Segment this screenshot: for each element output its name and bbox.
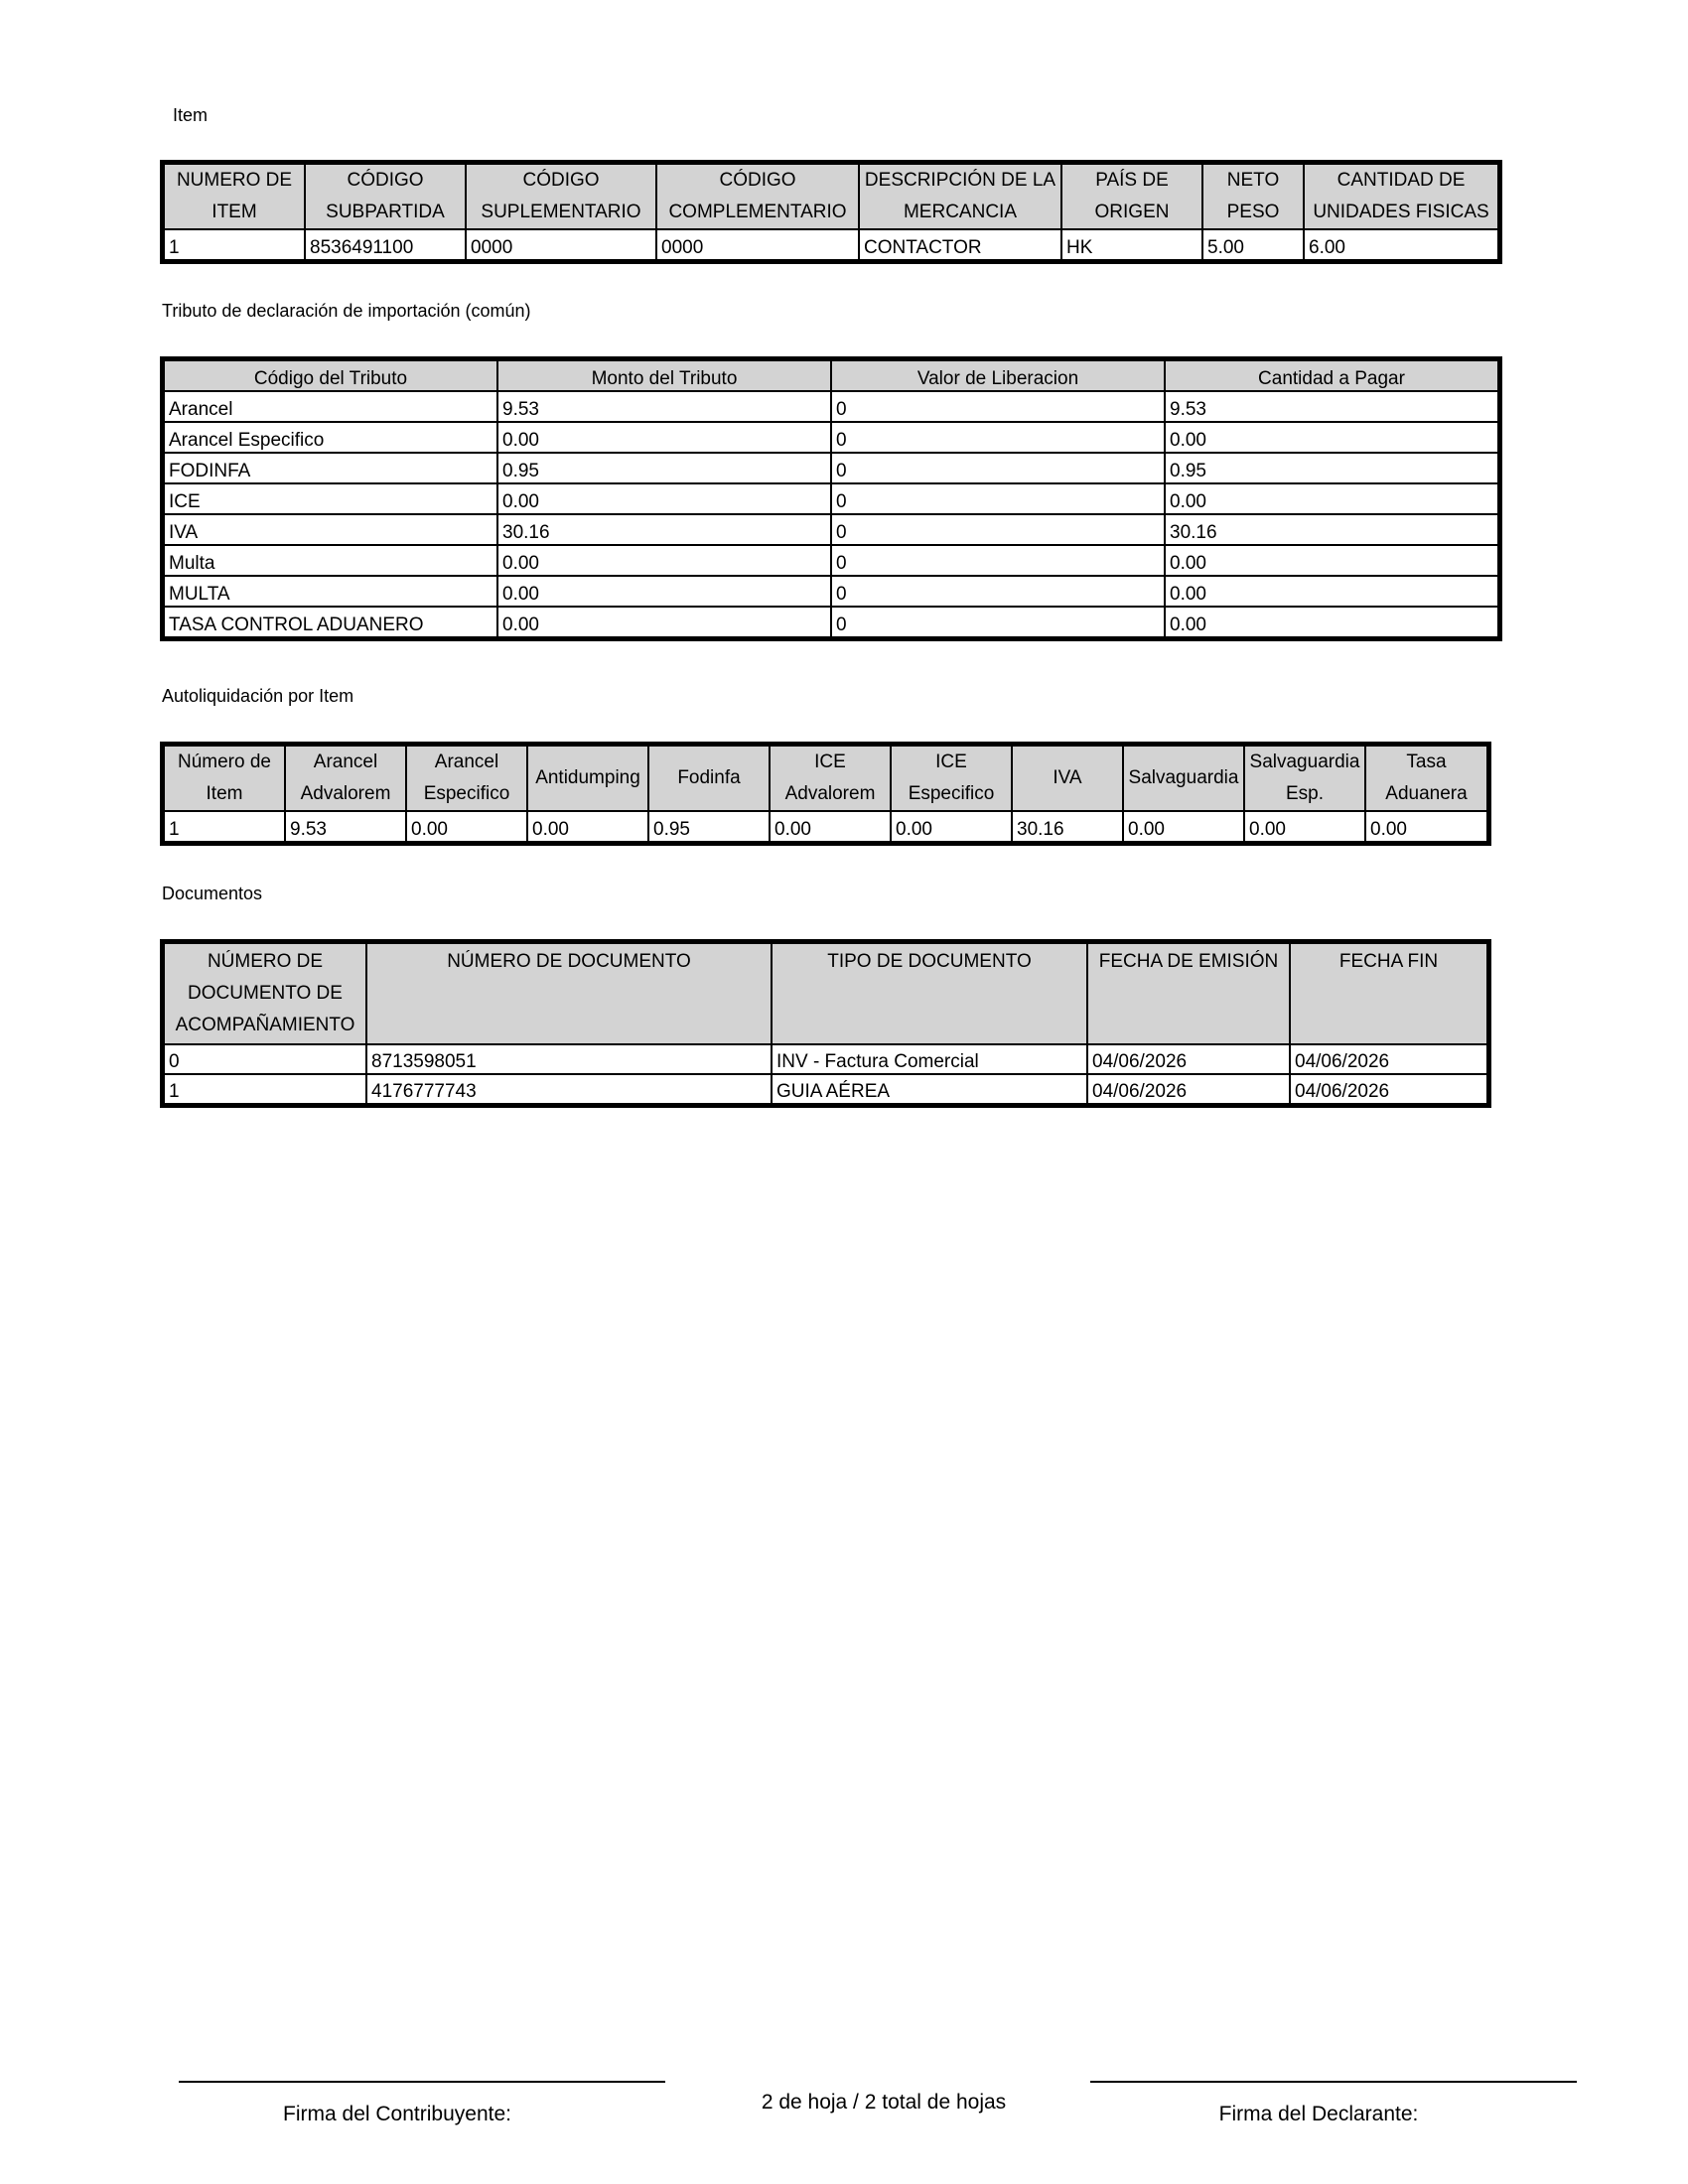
tributo-cell: 0.00: [497, 545, 831, 576]
item-header-cell: CÓDIGO SUBPARTIDA: [305, 164, 466, 229]
tributo-cell: Arancel Especifico: [164, 422, 497, 453]
documentos-header-cell: FECHA FIN: [1290, 943, 1487, 1044]
autoliquidacion-cell: 1: [164, 811, 285, 842]
autoliquidacion-cell: 0.00: [527, 811, 648, 842]
item-section-title: Item: [173, 105, 209, 125]
documentos-cell: 8713598051: [366, 1044, 772, 1074]
documentos-section-title: Documentos: [162, 884, 263, 903]
tributo-table-body: [164, 391, 1498, 637]
tributo-cell: 0.00: [1165, 576, 1498, 607]
documentos-cell: 4176777743: [366, 1074, 772, 1104]
tributo-header-cell: Valor de Liberacion: [831, 360, 1165, 391]
autoliquidacion-cell: 0.00: [891, 811, 1012, 842]
tributo-table: [163, 359, 1499, 638]
documentos-cell: GUIA AÉREA: [772, 1074, 1087, 1104]
item-header-cell: PAÍS DE ORIGEN: [1061, 164, 1202, 229]
tributo-cell: TASA CONTROL ADUANERO: [164, 607, 497, 637]
documentos-header-cell: NÚMERO DE DOCUMENTO DE ACOMPAÑAMIENTO: [164, 943, 366, 1044]
documentos-cell: 04/06/2026: [1290, 1044, 1487, 1074]
signature-line-left: [179, 2081, 665, 2083]
autoliquidacion-header-cell: Salvaguardia: [1123, 746, 1244, 811]
tributo-cell: Multa: [164, 545, 497, 576]
documentos-header-cell: NÚMERO DE DOCUMENTO: [366, 943, 772, 1044]
autoliquidacion-cell: 0.00: [770, 811, 891, 842]
signature-label-left: Firma del Contribuyente:: [283, 2103, 511, 2125]
signature-line-right: [1090, 2081, 1577, 2083]
autoliquidacion-header-cell: Fodinfa: [648, 746, 770, 811]
tributo-table-row: [164, 514, 1498, 545]
tributo-cell: 0.00: [1165, 422, 1498, 453]
tributo-cell: 0: [831, 514, 1165, 545]
autoliquidacion-header-cell: ICE Advalorem: [770, 746, 891, 811]
autoliquidacion-cell: 0.00: [1123, 811, 1244, 842]
tributo-cell: 0: [831, 483, 1165, 514]
documentos-cell: 1: [164, 1074, 366, 1104]
item-table-row: [164, 229, 1498, 260]
autoliquidacion-table-body: [164, 811, 1487, 842]
tributo-cell: ICE: [164, 483, 497, 514]
autoliquidacion-cell: 0.00: [1244, 811, 1365, 842]
tributo-cell: 0.00: [1165, 483, 1498, 514]
item-table: [163, 163, 1499, 261]
item-cell: 8536491100: [305, 229, 466, 260]
tributo-header-cell: Cantidad a Pagar: [1165, 360, 1498, 391]
documentos-table-body: [164, 1044, 1487, 1104]
autoliquidacion-header-cell: Arancel Especifico: [406, 746, 527, 811]
item-header-row: [164, 164, 1498, 229]
item-cell: 6.00: [1304, 229, 1498, 260]
item-table-body: [164, 229, 1498, 260]
tributo-cell: 30.16: [1165, 514, 1498, 545]
documentos-cell: 04/06/2026: [1087, 1044, 1290, 1074]
item-cell: 5.00: [1202, 229, 1304, 260]
tributo-cell: 0: [831, 576, 1165, 607]
documentos-header-cell: TIPO DE DOCUMENTO: [772, 943, 1087, 1044]
autoliquidacion-header-cell: Antidumping: [527, 746, 648, 811]
tributo-cell: 0: [831, 391, 1165, 422]
tributo-table-row: [164, 607, 1498, 637]
signature-label-right: Firma del Declarante:: [1218, 2103, 1419, 2125]
tributo-cell: MULTA: [164, 576, 497, 607]
tributo-cell: 0.95: [1165, 453, 1498, 483]
tributo-cell: 0.00: [1165, 545, 1498, 576]
documentos-cell: INV - Factura Comercial: [772, 1044, 1087, 1074]
item-header-cell: CANTIDAD DE UNIDADES FISICAS: [1304, 164, 1498, 229]
autoliquidacion-table-row: [164, 811, 1487, 842]
documentos-header-cell: FECHA DE EMISIÓN: [1087, 943, 1290, 1044]
tributo-cell: Arancel: [164, 391, 497, 422]
tributo-table-row: [164, 483, 1498, 514]
item-cell: CONTACTOR: [859, 229, 1061, 260]
tributo-cell: 0: [831, 607, 1165, 637]
autoliquidacion-header-cell: Tasa Aduanera: [1365, 746, 1487, 811]
item-cell: 0000: [656, 229, 859, 260]
page-info: 2 de hoja / 2 total de hojas: [761, 2091, 1007, 2114]
item-header-cell: DESCRIPCIÓN DE LA MERCANCIA: [859, 164, 1061, 229]
item-header-cell: CÓDIGO SUPLEMENTARIO: [466, 164, 656, 229]
tributo-header-row: [164, 360, 1498, 391]
tributo-cell: 30.16: [497, 514, 831, 545]
item-header-cell: NETO PESO: [1202, 164, 1304, 229]
documentos-cell: 04/06/2026: [1087, 1074, 1290, 1104]
autoliquidacion-header-row: [164, 746, 1487, 811]
tributo-cell: IVA: [164, 514, 497, 545]
autoliquidacion-section-title: Autoliquidación por Item: [162, 686, 354, 706]
tributo-cell: 9.53: [497, 391, 831, 422]
autoliquidacion-table: [163, 745, 1488, 843]
tributo-cell: 0.00: [1165, 607, 1498, 637]
item-cell: HK: [1061, 229, 1202, 260]
documentos-table-row: [164, 1074, 1487, 1104]
documentos-cell: 0: [164, 1044, 366, 1074]
tributo-section-title: Tributo de declaración de importación (común): [162, 301, 531, 321]
documentos-cell: 04/06/2026: [1290, 1074, 1487, 1104]
autoliquidacion-header-cell: Salvaguardia Esp.: [1244, 746, 1365, 811]
autoliquidacion-cell: 0.95: [648, 811, 770, 842]
tributo-cell: 0: [831, 422, 1165, 453]
tributo-cell: 0.00: [497, 576, 831, 607]
tributo-cell: 0: [831, 545, 1165, 576]
autoliquidacion-cell: 0.00: [1365, 811, 1487, 842]
tributo-cell: 0.00: [497, 483, 831, 514]
tributo-header-cell: Monto del Tributo: [497, 360, 831, 391]
autoliquidacion-header-cell: Número de Item: [164, 746, 285, 811]
tributo-table-row: [164, 453, 1498, 483]
item-cell: 1: [164, 229, 305, 260]
tributo-cell: 0.00: [497, 607, 831, 637]
item-header-cell: CÓDIGO COMPLEMENTARIO: [656, 164, 859, 229]
autoliquidacion-cell: 30.16: [1012, 811, 1123, 842]
tributo-cell: 0: [831, 453, 1165, 483]
autoliquidacion-header-cell: IVA: [1012, 746, 1123, 811]
documentos-table-row: [164, 1044, 1487, 1074]
tributo-cell: 0.00: [497, 422, 831, 453]
tributo-cell: 0.95: [497, 453, 831, 483]
documentos-header-row: [164, 943, 1487, 1044]
autoliquidacion-cell: 0.00: [406, 811, 527, 842]
tributo-header-cell: Código del Tributo: [164, 360, 497, 391]
tributo-table-row: [164, 391, 1498, 422]
autoliquidacion-header-cell: Arancel Advalorem: [285, 746, 406, 811]
documentos-table: [163, 942, 1488, 1105]
tributo-table-row: [164, 545, 1498, 576]
autoliquidacion-cell: 9.53: [285, 811, 406, 842]
autoliquidacion-header-cell: ICE Especifico: [891, 746, 1012, 811]
tributo-table-row: [164, 422, 1498, 453]
item-cell: 0000: [466, 229, 656, 260]
tributo-cell: FODINFA: [164, 453, 497, 483]
tributo-cell: 9.53: [1165, 391, 1498, 422]
tributo-table-row: [164, 576, 1498, 607]
item-header-cell: NUMERO DE ITEM: [164, 164, 305, 229]
